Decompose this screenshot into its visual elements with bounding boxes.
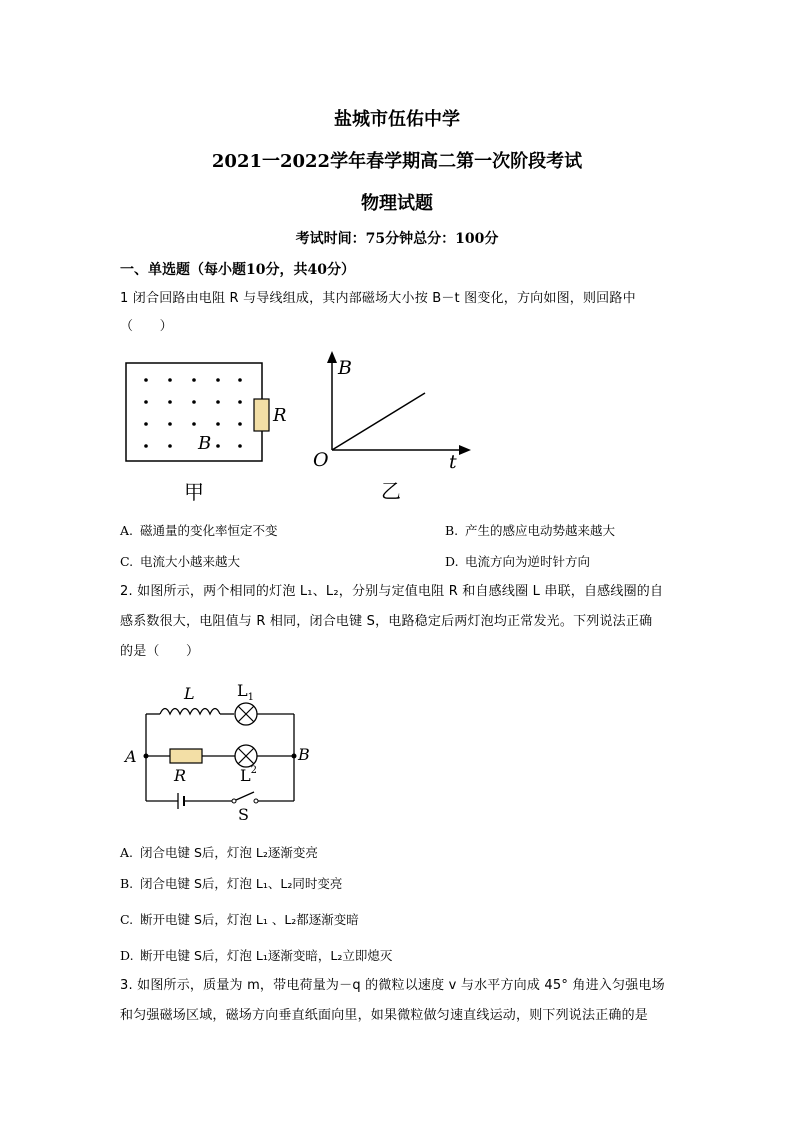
b-t-line	[332, 393, 425, 450]
node-B-dot	[292, 754, 297, 759]
caption-yi: 乙	[381, 479, 401, 503]
exam-time-info: 考试时间：75分钟总分：100分	[295, 231, 499, 247]
q1-figure-left	[120, 355, 300, 505]
q1-line2: （ ）	[120, 319, 173, 334]
caption-jia: 甲	[184, 480, 204, 504]
q1-option-d[interactable]: D. 电流方向为逆时针方向	[445, 554, 591, 569]
q1-option-a[interactable]: A. 磁通量的变化率恒定不变	[120, 523, 278, 538]
x-arrow	[459, 445, 471, 455]
q1-line1: 1 闭合回路由电阻 R 与导线组成，其内部磁场大小按 B－t 图变化，方向如图，则回路中	[120, 291, 636, 306]
resistor-R-box	[170, 749, 202, 763]
q2-option-d[interactable]: D. 断开电键 S后，灯泡 L₁逐渐变暗，L₂立即熄灭	[120, 948, 393, 963]
subject-title: 物理试题	[361, 193, 433, 214]
q3-line2: 和匀强磁场区域，磁场方向垂直纸面向里，如果微粒做匀速直线运动，则下列说法正确的是	[120, 1008, 649, 1023]
q3-stem	[120, 971, 680, 1031]
label-B: B	[298, 745, 310, 764]
y-arrow	[327, 351, 337, 363]
label-R: R	[273, 405, 287, 426]
magnetic-field-dots	[144, 378, 242, 448]
battery-icon	[178, 793, 184, 809]
axis-label-B: B	[338, 357, 352, 379]
axis-label-t: t	[449, 451, 457, 473]
lamp-L2-icon	[235, 745, 257, 767]
label-R: R	[174, 766, 187, 785]
q1-option-b[interactable]: B. 产生的感应电动势越来越大	[445, 523, 616, 538]
school-name: 盐城市伍佑中学	[334, 109, 460, 130]
q2-circuit-diagram	[120, 680, 320, 825]
label-L1: $L_1$	[237, 681, 254, 703]
section-heading: 一、单选题（每小题10分，共40分）	[120, 262, 355, 278]
q2-option-b[interactable]: B. 闭合电键 S后，灯泡 L₁、L₂同时变亮	[120, 876, 343, 891]
q2-stem	[120, 577, 680, 667]
q1-figure-right	[305, 348, 485, 503]
q1-option-c[interactable]: C. 电流大小越来越大	[120, 554, 241, 569]
label-B: B	[198, 433, 212, 454]
label-A: A	[125, 747, 137, 766]
q2-line1: 2. 如图所示，两个相同的灯泡 L₁、L₂，分别与定值电阻 R 和自感线圈 L 串联，自感线圈的自	[120, 584, 664, 599]
q2-option-a[interactable]: A. 闭合电键 S后，灯泡 L₂逐渐变亮	[120, 845, 318, 860]
q2-option-c[interactable]: C. 断开电键 S后，灯泡 L₁ 、L₂都逐渐变暗	[120, 912, 359, 927]
inductor-coil	[160, 709, 220, 715]
label-S: S	[238, 805, 249, 824]
q3-line1: 3. 如图所示，质量为 m，带电荷量为－q 的微粒以速度 v 与水平方向成 45° 角进入匀强电场	[120, 978, 665, 993]
exam-title: 2021一2022学年春学期高二第一次阶段考试	[211, 151, 583, 172]
q2-line3: 的是（ ）	[120, 644, 200, 659]
label-L: L	[184, 684, 195, 703]
switch-S-icon	[232, 792, 258, 803]
node-A-dot	[144, 754, 149, 759]
resistor-R	[254, 399, 269, 431]
lamp-L1-icon	[235, 703, 257, 725]
origin-label-O: O	[313, 449, 329, 471]
q1-stem	[120, 285, 680, 341]
q2-line2: 感系数很大，电阻值与 R 相同，闭合电键 S，电路稳定后两灯泡均正常发光。下列说法正确	[120, 614, 653, 629]
label-L2: $L^2$	[240, 765, 257, 785]
